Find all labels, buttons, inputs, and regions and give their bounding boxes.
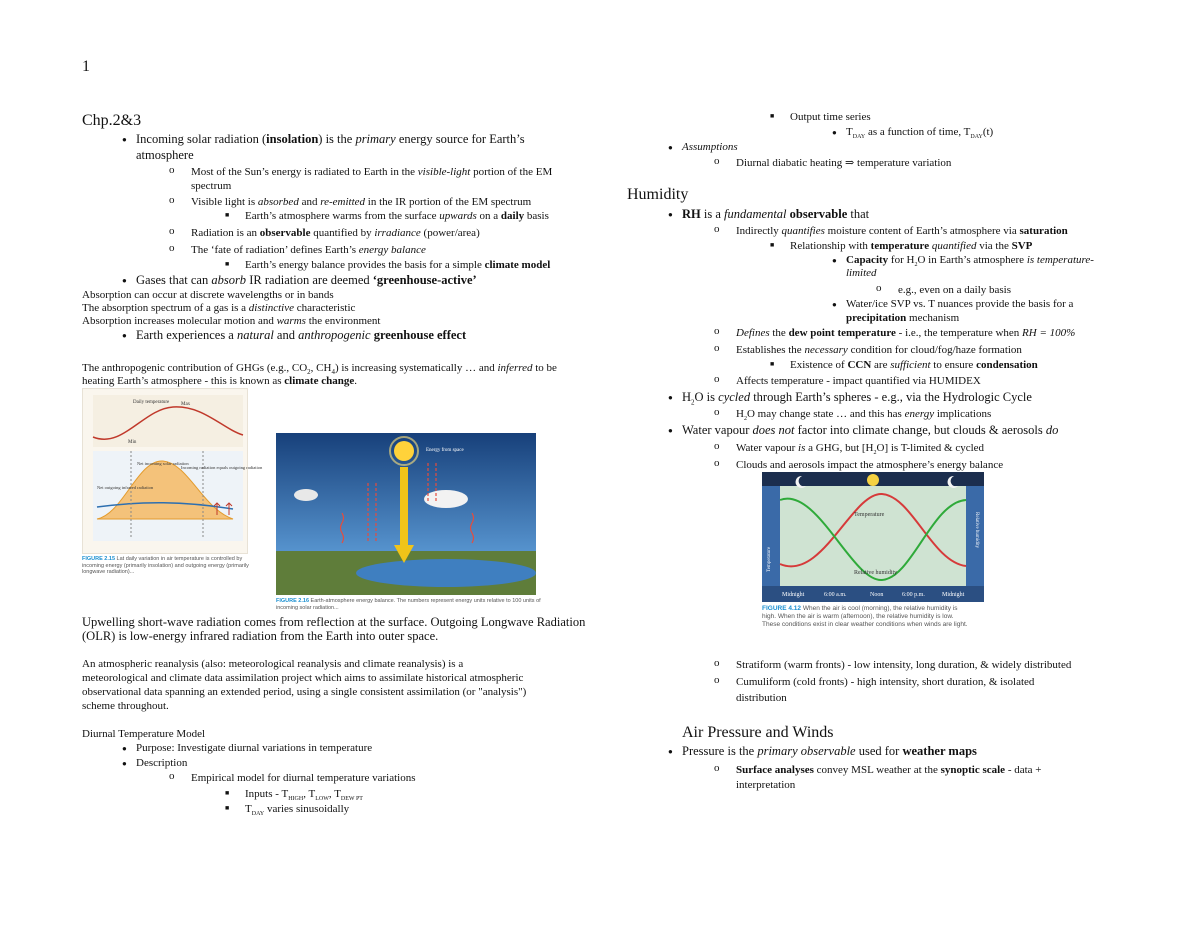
item-precipitation: precipitation mechanism xyxy=(846,312,960,324)
subsub-inputs: ■ Inputs - $T_{HIGH}$, $T_{LOW}$, $T_{DEW PT}$ xyxy=(245,787,363,806)
air-pressure-heading: Air Pressure and Winds xyxy=(682,724,834,741)
fig3-tick-1: 6:00 a.m. xyxy=(824,592,847,598)
sub-dew-point: o Defines the dew point temperature - i.e., the temperature when RH = 100% xyxy=(736,326,1075,340)
fig2-space-label: Energy from space xyxy=(426,448,464,453)
sub-ghg-t-limited: o Water vapour is a GHG, but $[H_2O]$ is T-limited & cycled xyxy=(736,441,984,460)
bullet-greenhouse-active: ● Gases that can absorb IR radiation are deemed ‘greenhouse-active’ xyxy=(136,272,477,288)
sub-stratiform: o Stratiform (warm fronts) - low intensity, long duration, & widely distributed xyxy=(736,658,1071,672)
bullet-assumptions: ● Assumptions xyxy=(682,140,738,154)
bullet-purpose: ● Purpose: Investigate diurnal variations in temperature xyxy=(136,741,372,755)
subsub-svp: ■ Relationship with temperature quantified via the SVP xyxy=(790,239,1032,253)
fig1-net-outgoing: Net outgoing infrared radiation xyxy=(97,485,154,490)
sub-radiation-observable: o Radiation is an observable quantified by irradiance (power/area) xyxy=(191,226,480,240)
item-water-ice-svp: ● Water/ice SVP vs. T nuances provide the basis for a xyxy=(846,297,1073,311)
fig1-net-incoming: Net incoming solar radiation xyxy=(137,461,189,466)
para-absorption-2: The absorption spectrum of a gas is a distinctive characteristic xyxy=(82,302,356,314)
sub-necessary-condition: o Establishes the necessary condition for cloud/fog/haze formation xyxy=(736,343,1022,357)
para-reanalysis-2: meteorological and climate data assimilation project which aims to assimilate historical atmospheric xyxy=(82,672,524,684)
fig3-tick-4: Midnight xyxy=(942,592,965,598)
item-capacity-cont: limited xyxy=(846,267,877,279)
subsub-sinusoidal: ■ $T_{DAY}$ varies sinusoidally xyxy=(245,802,349,821)
fig3-yaxis-right: Relative humidity xyxy=(974,512,979,548)
fig1-in-equals-out: Incoming radiation equals outgoing radiation xyxy=(181,465,263,470)
item-capacity: ● Capacity for $H_2O$ in Earth’s atmosphere is temperature- xyxy=(846,253,1094,272)
para-upwelling-1: Upwelling short-wave radiation comes from reflection at the surface. Outgoing Longwave Radiation xyxy=(82,615,586,629)
fig3-rh-label: Relative humidity xyxy=(854,570,898,576)
item-daily-basis: o e.g., even on a daily basis xyxy=(898,283,1011,297)
fig3-tick-0: Midnight xyxy=(782,592,805,598)
fig3-caption: FIGURE 4.12 When the air is cool (morning), the relative humidity is high. When the air is warm (afternoon), the relative humidity is low. These conditions exist in clear weather conditions when winds are light. xyxy=(762,605,968,628)
para-absorption-1: Absorption can occur at discrete wavelengths or in bands xyxy=(82,289,334,301)
para-reanalysis-3: observational data spanning an extended period, using a single consistent assimilation (or "analysis") xyxy=(82,686,527,698)
para-anthropogenic-1: The anthropogenic contribution of GHGs (e.g., $CO_2$, $CH_4$) is increasing systematically … and inferred to be xyxy=(82,362,557,377)
sub-h2o-state: o $H_2O$ may change state … and this has energy implications xyxy=(736,407,991,426)
sub-sun-energy: o Most of the Sun’s energy is radiated to Earth in the visible-light portion of the EM xyxy=(191,165,552,179)
fig2-caption: FIGURE 2.16 Earth-atmosphere energy balance. The numbers represent energy units relative to 100 units of incoming solar radiation... xyxy=(276,598,541,611)
sub-surface-analyses: o Surface analyses convey MSL weather at the synoptic scale - data + xyxy=(736,763,1042,777)
page-number: 1 xyxy=(82,58,90,75)
sub-quantifies-moisture: o Indirectly quantifies moisture content of Earth’s atmosphere via saturation xyxy=(736,224,1068,238)
sub-sun-energy-cont: spectrum xyxy=(191,180,232,192)
fig1-caption: FIGURE 2.15 Lat daily variation in air temperature is controlled by incoming energy (primarily insolation) and outgoing energy (primarily longwave radiation)... xyxy=(82,556,249,575)
bullet-rh: ● RH is a fundamental observable that xyxy=(682,206,869,222)
para-upwelling-2: (OLR) is low-energy infrared radiation from the Earth into outer space. xyxy=(82,629,439,643)
sub-cumuliform-cont: distribution xyxy=(736,692,787,704)
fig3-tick-3: 6:00 p.m. xyxy=(902,592,925,598)
bullet-h2o-cycled: ● $H_2O$ is cycled through Earth’s spheres - e.g., via the Hydrologic Cycle xyxy=(682,389,1032,411)
figure-temp-humidity xyxy=(762,472,984,602)
para-anthropogenic-2: heating Earth’s atmosphere - this is known as climate change. xyxy=(82,375,357,387)
figure-daily-temperature xyxy=(82,388,263,554)
bullet-greenhouse-effect: ● Earth experiences a natural and anthropogenic greenhouse effect xyxy=(136,327,466,343)
sub-empirical-model: o Empirical model for diurnal temperature variations xyxy=(191,771,416,785)
fig1-min-label: Min xyxy=(128,440,137,445)
sub-fate-radiation: o The ‘fate of radiation’ defines Earth’s energy balance xyxy=(191,243,426,257)
sub-humidex: o Affects temperature - impact quantified via HUMIDEX xyxy=(736,374,981,388)
fig1-title: Daily temperature xyxy=(133,400,170,405)
para-absorption-3: Absorption increases molecular motion and warms the environment xyxy=(82,315,381,327)
fig1-max-label: Max xyxy=(181,402,191,407)
diurnal-model-title: Diurnal Temperature Model xyxy=(82,728,206,740)
para-reanalysis-4: scheme throughout. xyxy=(82,700,169,712)
item-tday-function: ● $T_{DAY}$ as a function of time, $T_{DAY}(t)$ xyxy=(846,125,993,144)
chapter-heading: Chp.2&3 xyxy=(82,112,142,129)
fig3-temp-label: Temperature xyxy=(854,512,885,518)
subsub-climate-model: ■ Earth’s energy balance provides the basis for a simple climate model xyxy=(245,258,550,272)
fig3-tick-2: Noon xyxy=(870,592,884,598)
sub-visible-light: o Visible light is absorbed and re-emitted in the IR portion of the EM spectrum xyxy=(191,195,531,209)
item-output-series: ■ Output time series xyxy=(790,110,871,124)
figure-energy-balance xyxy=(276,433,536,595)
bullet-water-vapour: ● Water vapour does not factor into climate change, but clouds & aerosols do xyxy=(682,422,1058,438)
sub-surface-analyses-cont: interpretation xyxy=(736,779,796,791)
fig3-yaxis-left: Temperature xyxy=(767,546,772,572)
bullet-pressure: ● Pressure is the primary observable used for weather maps xyxy=(682,743,977,759)
sub-diabatic-heating: o Diurnal diabatic heating ⇒ temperature variation xyxy=(736,156,951,170)
sub-cumuliform: o Cumuliform (cold fronts) - high intensity, short duration, & isolated xyxy=(736,675,1034,689)
subsub-warms: ■ Earth’s atmosphere warms from the surface upwards on a daily basis xyxy=(245,209,549,223)
subsub-ccn: ■ Existence of CCN are sufficient to ensure condensation xyxy=(790,358,1038,372)
para-reanalysis-1: An atmospheric reanalysis (also: meteorological reanalysis and climate reanalysis) is a xyxy=(82,658,464,670)
bullet-insolation-cont: atmosphere xyxy=(136,148,194,162)
sub-clouds-aerosols: o Clouds and aerosols impact the atmosphere’s energy balance xyxy=(736,458,1003,472)
bullet-description: ● Description xyxy=(136,756,187,770)
bullet-insolation: ● Incoming solar radiation (insolation) is the primary energy source for Earth’s xyxy=(136,131,525,147)
humidity-heading: Humidity xyxy=(627,186,689,203)
